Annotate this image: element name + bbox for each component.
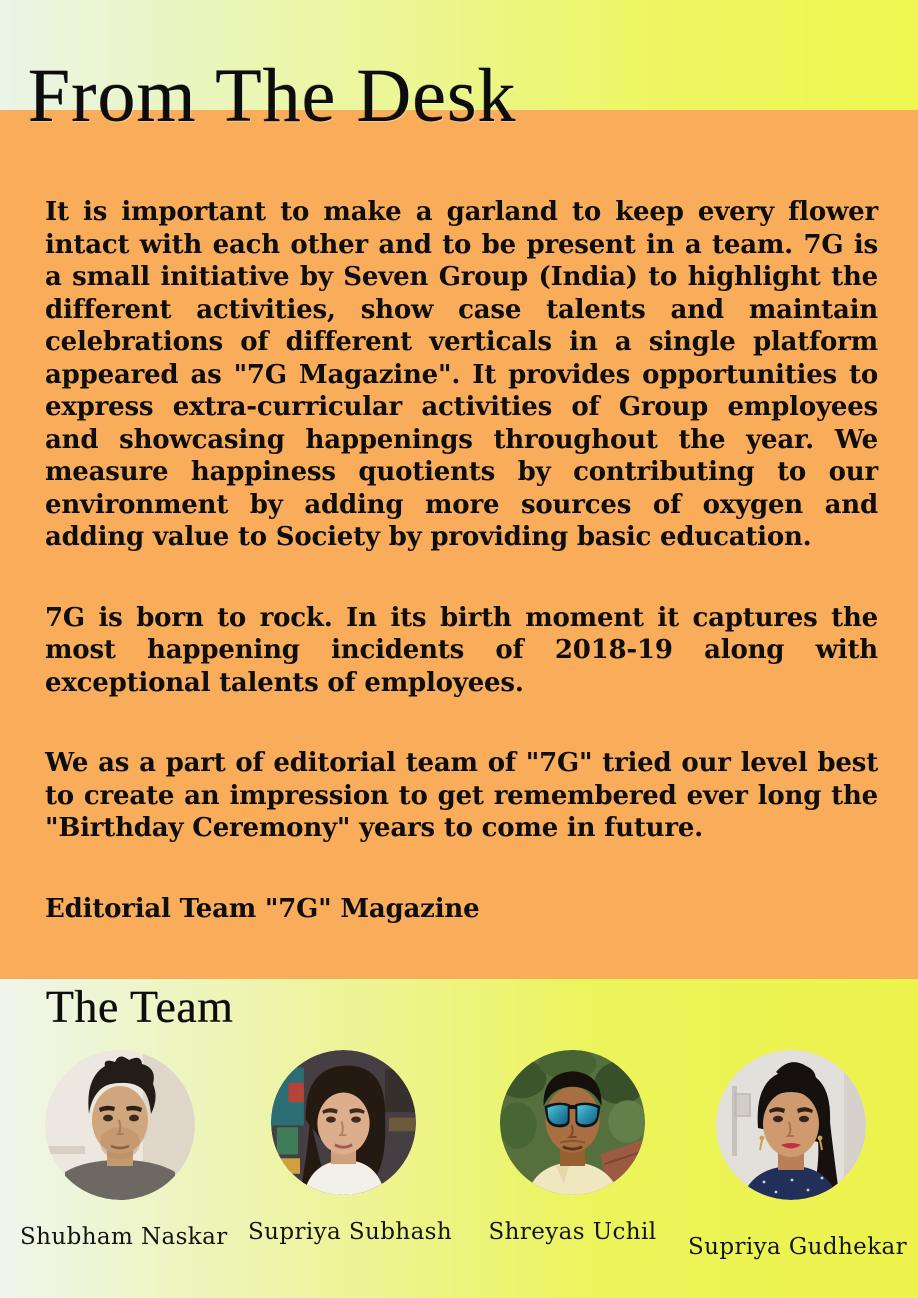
avatar-photo-shubham-naskar [45, 1050, 195, 1200]
paragraph-editorial-team: We as a part of editorial team of "7G" tried our level best to create an impression to get remembered ever long the "Birthday Ceremony" years to come in future. [45, 748, 878, 843]
editorial-body-text [45, 196, 878, 925]
member-name: Shreyas Uchil [488, 1219, 657, 1245]
avatar-illustration-male-spiky-hair [45, 1050, 195, 1200]
avatar-photo-shreyas-uchil [500, 1050, 645, 1195]
avatar-illustration-male-sunglasses [500, 1050, 645, 1195]
page-title: From The Desk [28, 54, 517, 138]
member-name: Supriya Gudhekar [688, 1234, 908, 1260]
avatar-photo-supriya-gudhekar [716, 1050, 866, 1200]
signature-line: Editorial Team "7G" Magazine [45, 893, 480, 924]
member-name: Shubham Naskar [20, 1224, 228, 1250]
team-member-shubham-naskar [20, 1050, 228, 1250]
paragraph-born-to-rock: 7G is born to rock. In its birth moment it captures the most happening incidents of 2018-19 along with exceptional talents of employees. [45, 602, 878, 698]
team-member-supriya-gudhekar [688, 1050, 908, 1260]
avatar-illustration-female-navy-top [716, 1050, 866, 1200]
team-member-supriya-subhash [248, 1050, 453, 1245]
avatar-photo-supriya-subhash [271, 1050, 416, 1195]
avatar-illustration-female-white-sweater [271, 1050, 416, 1195]
team-member-shreyas-uchil [485, 1050, 660, 1245]
paragraph-intro: It is important to make a garland to keep every flower intact with each other and to be present in a team. 7G is a small initiative by Seven Group (India) to highlight the different activities, show case talents and maintain celebrations of different verticals in a single platform appeared as "7G Magazine". It provides opportunities to express extra-curricular activities of Group employees and showcasing happenings throughout the year. We measure happiness quotients by contributing to our environment by adding more sources of oxygen and adding value to Society by providing basic education. [45, 197, 878, 552]
member-name: Supriya Subhash [248, 1219, 453, 1245]
team-section-heading: The Team [46, 981, 234, 1032]
